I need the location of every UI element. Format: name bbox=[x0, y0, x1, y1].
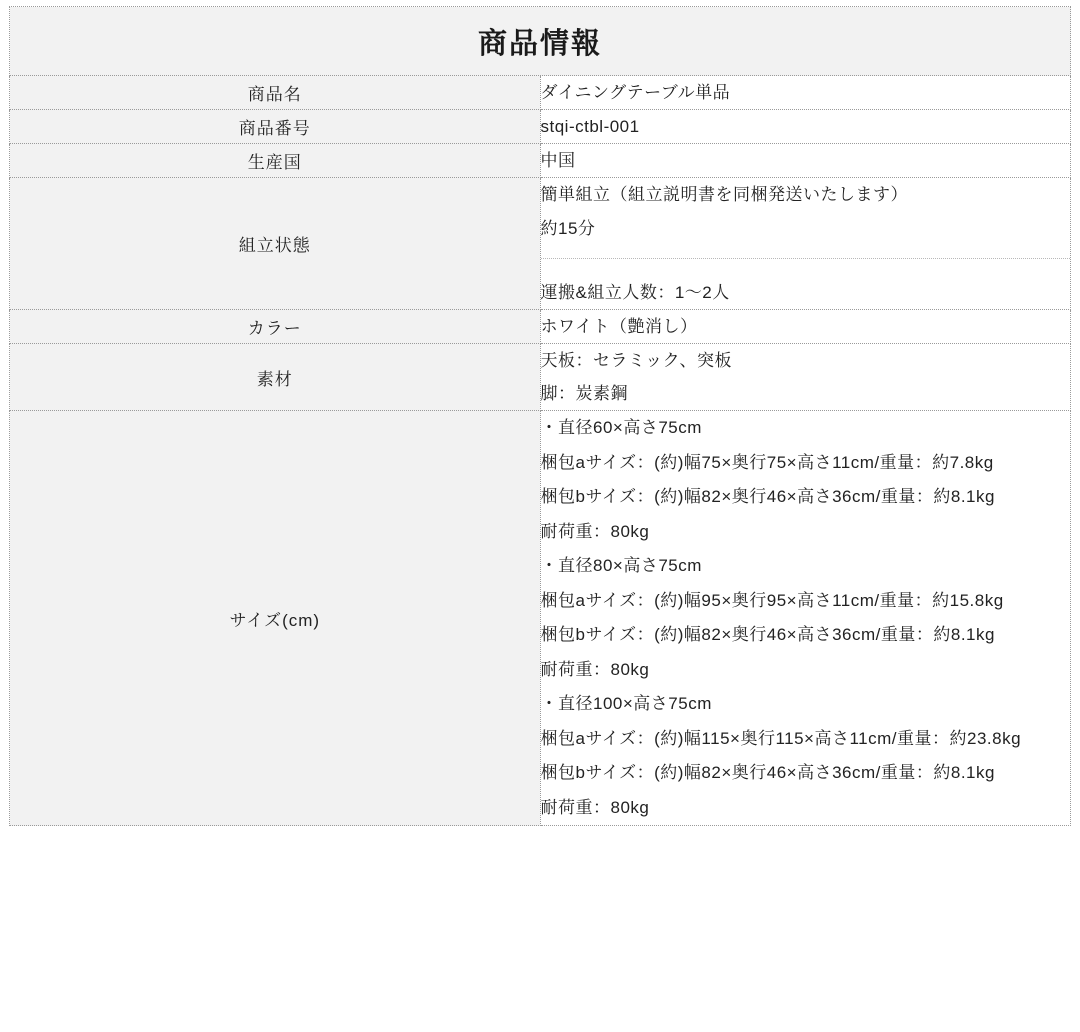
text-line: 梱包aサイズ：(約)幅115×奥行115×高さ11cm/重量：約23.8kg bbox=[540, 728, 1022, 748]
row-label-product-name: 商品名 bbox=[10, 76, 541, 110]
text-line: 約15分 bbox=[540, 218, 596, 238]
row-label-size: サイズ(cm) bbox=[10, 411, 541, 826]
text-line: 耐荷重：80kg bbox=[540, 797, 650, 817]
row-value-color bbox=[540, 309, 1071, 343]
table-row bbox=[10, 343, 1071, 410]
page-title: 商品情報 bbox=[10, 7, 1071, 76]
text-line: 耐荷重：80kg bbox=[540, 659, 650, 679]
text-line: ホワイト（艶消し） bbox=[540, 316, 698, 336]
row-label-product-number: 商品番号 bbox=[10, 110, 541, 144]
text-line: stqi-ctbl-001 bbox=[540, 117, 640, 137]
table-row bbox=[10, 144, 1071, 178]
text-line: 運搬&組立人数：1〜2人 bbox=[541, 258, 1071, 309]
row-label-material: 素材 bbox=[10, 343, 541, 410]
text-line: 梱包bサイズ：(約)幅82×奥行46×高さ36cm/重量：約8.1kg bbox=[540, 763, 995, 783]
text-line: 簡単組立（組立説明書を同梱発送いたします） bbox=[540, 185, 908, 205]
text-line: 脚：炭素鋼 bbox=[540, 384, 628, 404]
text-line: 天板：セラミック、突板 bbox=[540, 350, 732, 370]
text-line: ダイニングテーブル単品 bbox=[540, 83, 731, 102]
text-line: 梱包aサイズ：(約)幅75×奥行75×高さ11cm/重量：約7.8kg bbox=[540, 452, 994, 472]
text-line: ・直径80×高さ75cm bbox=[540, 556, 702, 576]
text-line: ・直径60×高さ75cm bbox=[540, 418, 702, 438]
table-title-row bbox=[10, 7, 1071, 76]
row-value-material bbox=[540, 343, 1071, 410]
row-label-assembly: 組立状態 bbox=[10, 178, 541, 309]
table-row bbox=[10, 110, 1071, 144]
text-line: 中国 bbox=[540, 151, 576, 171]
row-value-country-of-origin bbox=[540, 144, 1071, 178]
text-line: 耐荷重：80kg bbox=[540, 521, 650, 541]
table-row bbox=[10, 76, 1071, 110]
text-line: 梱包bサイズ：(約)幅82×奥行46×高さ36cm/重量：約8.1kg bbox=[540, 487, 995, 507]
product-info-table bbox=[9, 6, 1071, 826]
row-label-color: カラー bbox=[10, 309, 541, 343]
table-row bbox=[10, 411, 1071, 826]
text-line: 梱包aサイズ：(約)幅95×奥行95×高さ11cm/重量：約15.8kg bbox=[540, 590, 1004, 610]
row-value-assembly bbox=[540, 178, 1071, 309]
row-value-size bbox=[540, 411, 1071, 826]
table-row bbox=[10, 178, 1071, 309]
text-line: 梱包bサイズ：(約)幅82×奥行46×高さ36cm/重量：約8.1kg bbox=[540, 625, 995, 645]
text-line: ・直径100×高さ75cm bbox=[540, 694, 712, 714]
row-value-product-name bbox=[540, 76, 1071, 110]
row-label-country-of-origin: 生産国 bbox=[10, 144, 541, 178]
table-row bbox=[10, 309, 1071, 343]
row-value-product-number bbox=[540, 110, 1071, 144]
